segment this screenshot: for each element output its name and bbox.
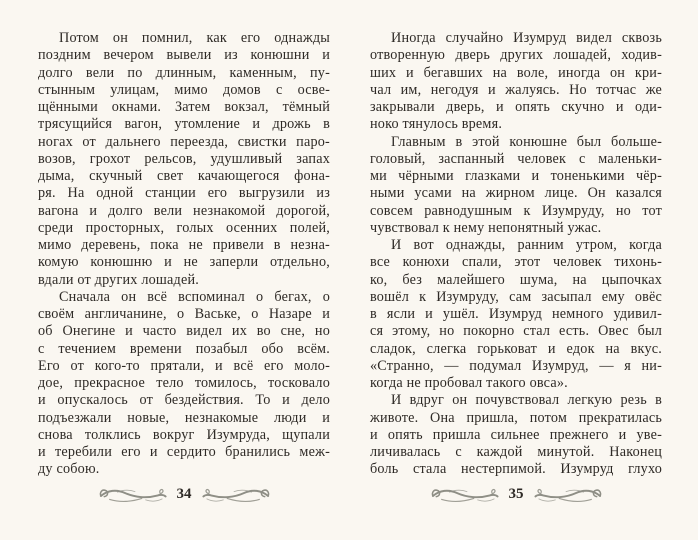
text-line: ми чёрными глазками и тоненькими чёр-: [370, 168, 662, 184]
text-line: Потом он помнил, как его однажды: [59, 30, 330, 46]
text-line: и опять пришла сильнее прежнего и уве-: [370, 426, 662, 443]
text-line: животе. Она пришла, потом прекратилась: [370, 409, 662, 426]
text-line: совсем равнодушным к Изумруду, но тот: [370, 202, 662, 219]
page-34-footer: [38, 485, 330, 507]
text-line: своём англичанине, о Ваське, о Назаре и: [38, 306, 330, 322]
text-line: среди просторных, голых осенних полей,: [38, 219, 330, 236]
text-line: все конюхи спали, этот человек тихонь-: [370, 254, 662, 271]
text-line: боль стала нестерпимой. Изумруд глухо: [370, 461, 662, 478]
text-line: ноко тянулось время.: [370, 116, 503, 133]
page-35: [370, 0, 662, 540]
text-line: об Онегине и часто видел их во сне, но: [38, 323, 330, 340]
text-line: мимо деревень, пока не привели в незна-: [38, 237, 330, 253]
text-line: Главным в этой конюшне был больше-: [391, 133, 662, 150]
text-line: и теребили его и сердито бранились меж-: [38, 444, 330, 460]
page-34-text-column: [38, 0, 330, 479]
text-line: вдали от других лошадей.: [38, 271, 199, 288]
text-line: чувствовал к нему непонятный ужас.: [370, 219, 602, 236]
text-line: ря. На одной станции его выгрузили из: [38, 185, 330, 202]
paragraph: [370, 30, 662, 134]
text-line: Его от кого-то прятали, и всё его моло-: [38, 357, 330, 374]
page-number: 34: [176, 485, 192, 502]
text-line: когда не пробовал такого овса».: [370, 375, 568, 391]
text-line: личивалась с каждой минутой. Наконец: [370, 444, 662, 460]
text-line: чал им, негодуя и жалуясь. Но тотчас же: [370, 81, 662, 98]
paragraph: [38, 30, 330, 289]
text-line: ся этому, но покорно стал есть. Овес был: [370, 323, 662, 340]
footer-flourish-left-icon: [98, 486, 168, 506]
text-line: возов, грохот рельсов, удушливый запах: [38, 150, 330, 167]
text-line: ду собою.: [38, 461, 100, 478]
text-line: вагона и долго вели незнакомой дорогой,: [38, 202, 330, 219]
text-line: дое, прекрасное тело томилось, тосковало: [38, 375, 330, 391]
text-line: сладок, слегка горьковат и едок на вкус.: [370, 340, 662, 357]
text-line: снова толклись вокруг Изумруда, щупали: [38, 426, 330, 443]
text-line: стынным улицам, мимо домов с осве-: [38, 81, 330, 98]
text-line: щёнными окнами. Затем вокзал, тёмный: [38, 99, 330, 115]
text-line: поздним вечером вывели из конюшни и: [38, 47, 330, 64]
page-number: 35: [508, 485, 524, 502]
text-line: Иногда случайно Изумруд видел сквозь: [391, 30, 662, 46]
text-line: ко, без малейшего шума, на цыпочках: [370, 271, 662, 288]
text-line: с течением времени позабыл обо всём.: [38, 340, 330, 357]
text-line: ногах от дальнего переезда, свистки паро-: [38, 133, 330, 150]
text-line: Сначала он всё вспоминал о бегах, о: [59, 288, 330, 305]
text-line: ших и бегавших на воле, иногда он кри-: [370, 64, 662, 81]
paragraph: [38, 289, 330, 479]
text-line: отворенную дверь других лошадей, ходив-: [370, 47, 662, 64]
text-line: и опускалось от бездействия. То и дело: [38, 392, 330, 409]
text-line: головый, заспанный человек с маленьки-: [370, 150, 662, 167]
paragraph: [370, 237, 662, 392]
footer-flourish-right-icon: [201, 486, 271, 506]
text-line: ными усами на жирном лице. Он казался: [370, 185, 662, 202]
footer-flourish-left-icon: [430, 486, 500, 506]
footer-flourish-right-icon: [533, 486, 603, 506]
text-line: И вдруг он почувствовал легкую резь в: [391, 392, 662, 409]
text-line: вошёл к Изумруду, сам засыпал ему овёс: [370, 288, 662, 305]
page-34: [38, 0, 330, 540]
text-line: «Странно, — подумал Изумруд, — я ни-: [370, 357, 662, 374]
paragraph: [370, 392, 662, 478]
text-line: дыма, скучный свет качающегося фона-: [38, 168, 330, 184]
text-line: И вот однажды, ранним утром, когда: [391, 237, 662, 253]
page-35-text-column: [370, 0, 662, 479]
text-line: долго вели по длинным, каменным, пу-: [38, 64, 330, 81]
text-line: закрывали дверь, и опять скучно и оди-: [370, 99, 662, 115]
text-line: трясущийся вагон, утомление и дрожь в: [38, 116, 330, 133]
text-line: подъезжали новые, незнакомые люди и: [38, 409, 330, 426]
page-35-footer: [370, 485, 662, 507]
text-line: комую конюшню и не заперли отдельно,: [38, 254, 330, 271]
text-line: в ясли и ушёл. Изумруд немного удивил-: [370, 306, 662, 322]
paragraph: [370, 134, 662, 238]
